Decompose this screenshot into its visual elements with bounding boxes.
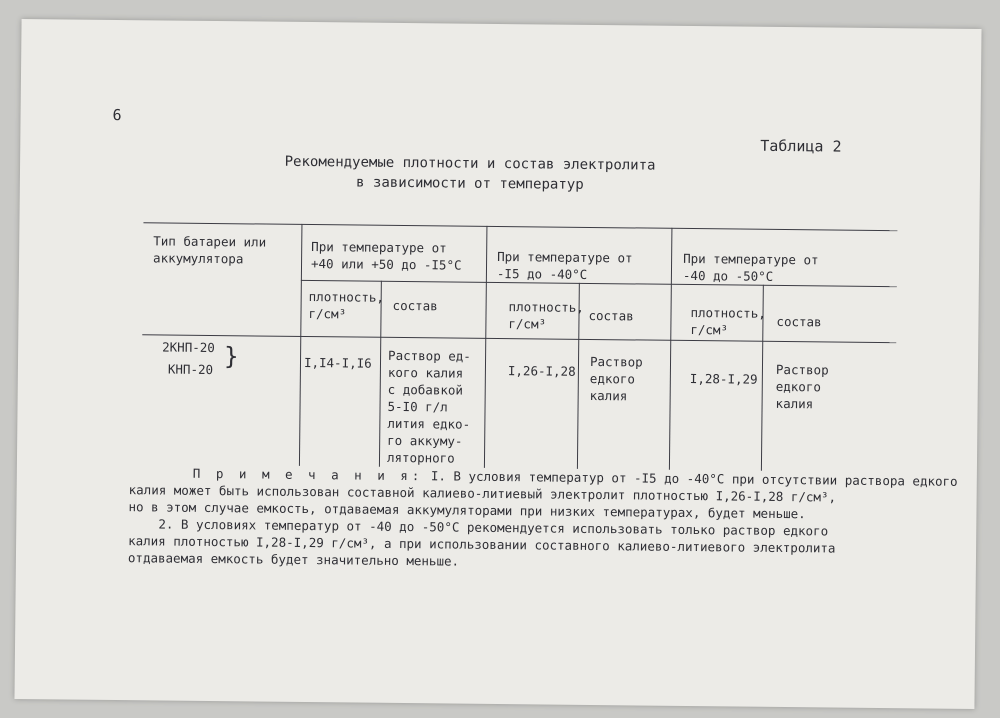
table-rule-header-bottom <box>142 334 896 343</box>
table-number: Таблица 2 <box>760 136 842 156</box>
document-page <box>14 19 981 709</box>
note-line-2: калия может быть использован составной калиево-литиевый электролит плотностью I,26-I,28 г/см³, <box>128 482 837 505</box>
subheader-density-1: плотность, г/см³ <box>308 289 385 322</box>
composition-value-2: Раствор едкого калия <box>589 353 643 404</box>
density-value-3: I,28-I,29 <box>689 371 758 387</box>
notes-label: П р и м е ч а н и я: <box>192 465 424 484</box>
table-rule-col1 <box>299 224 303 466</box>
note-line-3: но в этом случае емкость, отдаваемая аккумуляторами при низких температурах, будет меньше. <box>128 499 806 522</box>
header-temp-range-1: При температуре от +40 или +50 до -I5°С <box>310 239 462 273</box>
subheader-density-3: плотность, г/см³ <box>690 305 766 338</box>
note-line-5: калия плотностью I,28-I,29 г/см³, а при использовании составного калиево-литиевого электролита <box>128 533 836 556</box>
table-rule-col5 <box>669 228 673 470</box>
density-value-1: I,I4-I,I6 <box>303 354 372 371</box>
subheader-composition-3: состав <box>776 313 822 330</box>
subheader-composition-2: состав <box>588 307 634 324</box>
subheader-composition-1: состав <box>392 297 438 314</box>
subheader-density-2: плотность, г/см³ <box>508 299 584 332</box>
density-value-2: I,26-I,28 <box>507 363 576 379</box>
corner-mark: 6 <box>112 105 122 125</box>
table-title-line2: в зависимости от температур <box>356 174 584 193</box>
header-battery-type: Тип батареи или аккумулятора <box>153 233 267 267</box>
note-line-6: отдаваемая емкость будет значительно меньше. <box>127 550 460 569</box>
note-line-4: 2. В условиях температур от -40 до -50°С рекомендуется использовать только раствор едкого <box>128 516 829 539</box>
battery-type-2: КНП-20 <box>167 361 214 378</box>
battery-type-bracket: } <box>223 342 239 371</box>
electrolyte-table <box>129 202 898 472</box>
composition-value-3: Раствор едкого калия <box>775 361 829 412</box>
header-temp-range-3: При температуре от -40 до -50°С <box>682 250 819 284</box>
note-1-start: I. В условия температур от -I5 до -40°С при отсутствии раствора едкого <box>423 468 958 489</box>
composition-value-1: Раствор ед- кого калия с добавкой 5-I0 г/л лития едко- го аккуму- ляторного <box>386 347 471 466</box>
table-notes <box>127 464 958 574</box>
table-rule-col3 <box>484 226 488 468</box>
battery-type-1: 2КНП-20 <box>162 339 215 356</box>
table-rule-top <box>143 222 897 231</box>
header-temp-range-2: При температуре от -I5 до -40°С <box>496 248 633 282</box>
table-title-line1: Рекомендуемые плотности и состав электролита <box>284 153 656 174</box>
